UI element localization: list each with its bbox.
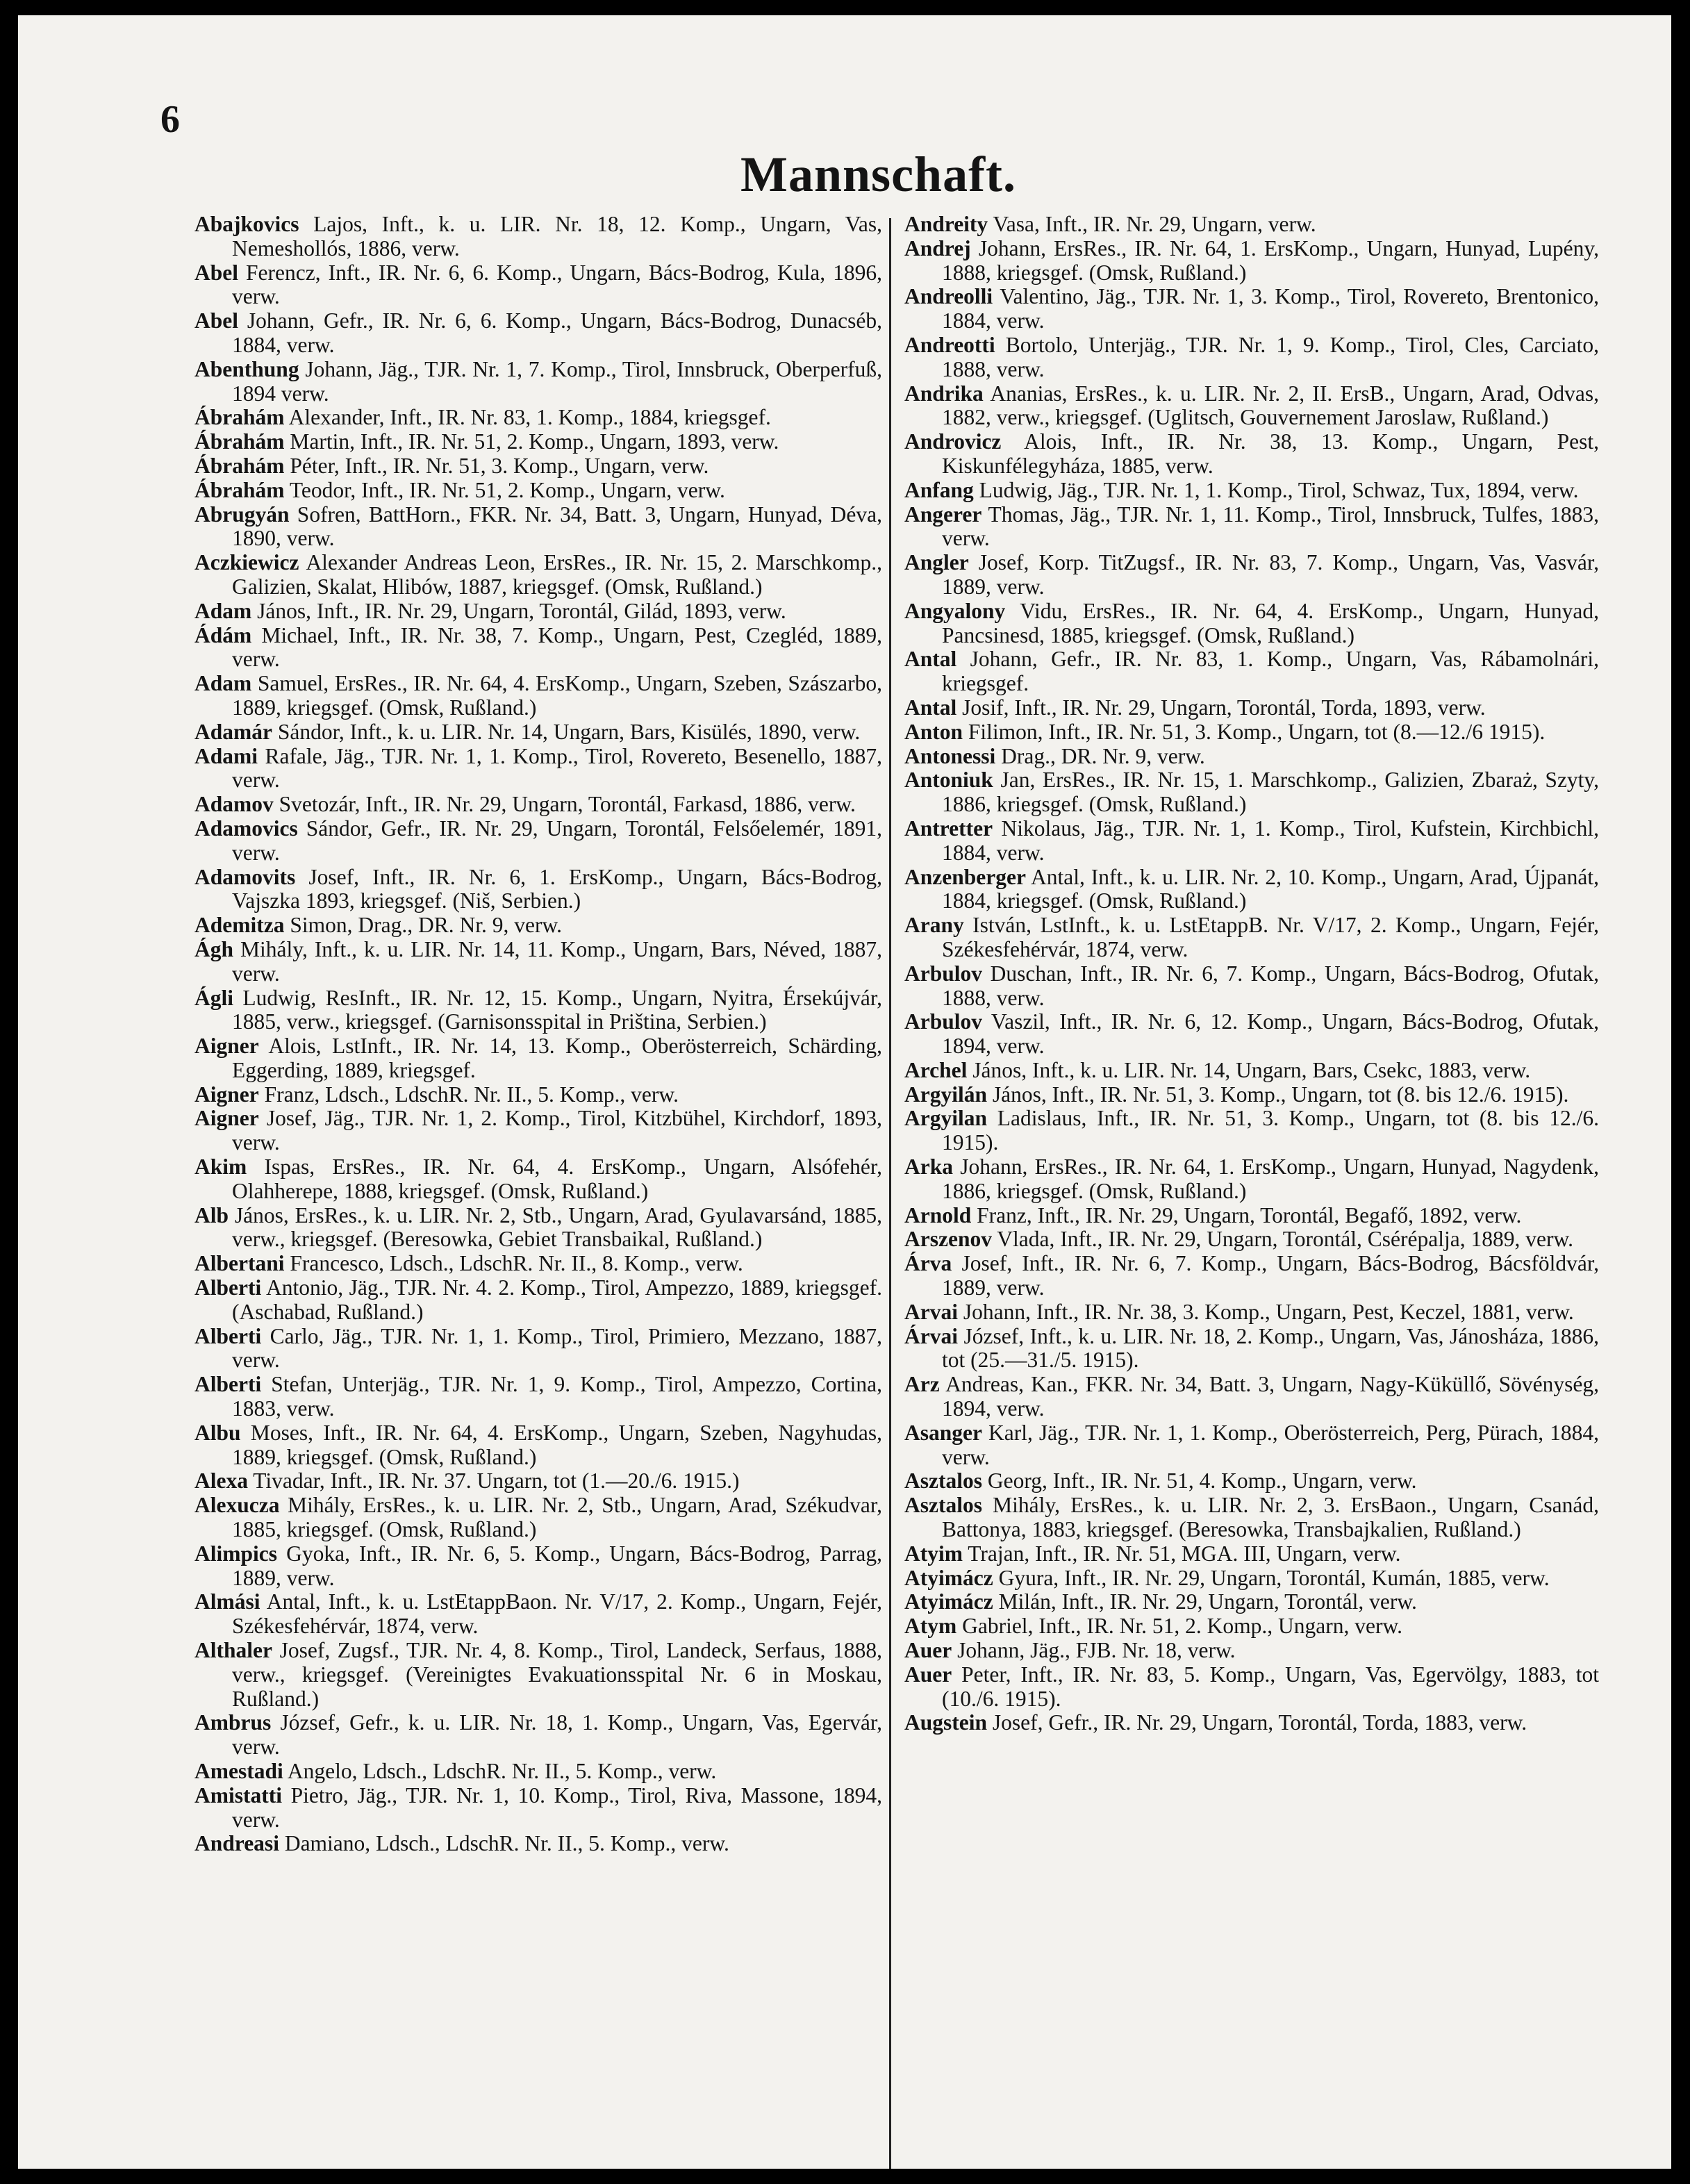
- list-entry: [194, 479, 882, 503]
- entry-surname: Andrej: [904, 235, 971, 260]
- entry-surname: Asanger: [904, 1420, 982, 1445]
- entry-details: Trajan, Inft., IR. Nr. 51, MGA. III, Ungarn, verw.: [968, 1541, 1401, 1566]
- entry-details: Alois, Inft., IR. Nr. 38, 13. Komp., Ungarn, Pest, Kiskunfélegyháza, 1885, verw.: [942, 429, 1599, 478]
- list-entry: [194, 1832, 882, 1856]
- entry-details: Vlada, Inft., IR. Nr. 29, Ungarn, Torontál, Csérépalja, 1889, verw.: [997, 1227, 1574, 1252]
- entry-surname: Adamovits: [194, 864, 296, 889]
- entry-details: Johann, Inft., IR. Nr. 38, 3. Komp., Ungarn, Pest, Keczel, 1881, verw.: [963, 1299, 1574, 1324]
- entry-details: Johann, Jäg., FJB. Nr. 18, verw.: [957, 1638, 1236, 1663]
- entry-surname: Auer: [904, 1638, 952, 1663]
- entry-details: Josef, Korp. TitZugsf., IR. Nr. 83, 7. Komp., Ungarn, Vas, Vasvár, 1889, verw.: [942, 550, 1600, 599]
- entry-details: János, Inft., IR. Nr. 51, 3. Komp., Ungarn, tot (8. bis 12./6. 1915).: [992, 1082, 1569, 1107]
- entry-details: Mihály, Inft., k. u. LIR. Nr. 14, 11. Komp., Ungarn, Bars, Néved, 1887, verw.: [232, 936, 883, 986]
- list-entry: [904, 237, 1599, 286]
- entry-details: Carlo, Jäg., TJR. Nr. 1, 1. Komp., Tirol, Primiero, Mezzano, 1887, verw.: [232, 1323, 883, 1373]
- list-entry: [904, 1252, 1599, 1300]
- list-entry: [904, 720, 1599, 745]
- entry-surname: Andreity: [904, 212, 988, 236]
- entry-surname: Albu: [194, 1420, 241, 1445]
- entry-details: Lajos, Inft., k. u. LIR. Nr. 18, 12. Komp., Ungarn, Vas, Nemeshollós, 1886, verw.: [232, 212, 883, 260]
- entry-details: Duschan, Inft., IR. Nr. 6, 7. Komp., Ungarn, Bács-Bodrog, Ofutak, 1888, verw.: [942, 961, 1599, 1010]
- list-entry: [904, 1204, 1599, 1228]
- entry-surname: Antal: [904, 647, 957, 672]
- entry-surname: Aigner: [194, 1106, 259, 1131]
- entry-details: Josef, Inft., IR. Nr. 6, 1. ErsKomp., Ungarn, Bács-Bodrog, Vajszka 1893, kriegsgef. (Niš, Serbien.): [232, 864, 882, 913]
- entry-surname: Amistatti: [194, 1782, 282, 1807]
- list-entry: [904, 1107, 1599, 1155]
- list-entry: [194, 1421, 882, 1470]
- list-entry: [904, 1494, 1599, 1542]
- entry-surname: Arszenov: [904, 1227, 992, 1252]
- entry-surname: Ábrahám: [194, 477, 285, 502]
- entry-surname: Adami: [194, 743, 258, 768]
- entry-surname: Androvicz: [904, 429, 1002, 454]
- entry-details: Johann, Gefr., IR. Nr. 6, 6. Komp., Ungarn, Bács-Bodrog, Dunacséb, 1884, verw.: [232, 308, 882, 357]
- list-entry: [194, 1784, 882, 1833]
- entry-surname: Abel: [194, 308, 238, 333]
- entry-surname: Adamovics: [194, 816, 298, 841]
- list-entry: [904, 1542, 1599, 1566]
- right-column: [904, 213, 1599, 1735]
- entry-details: Karl, Jäg., TJR. Nr. 1, 1. Komp., Oberösterreich, Perg, Pürach, 1884, verw.: [942, 1420, 1599, 1469]
- list-entry: [194, 213, 882, 261]
- entry-surname: Adamár: [194, 719, 272, 744]
- entry-details: Milán, Inft., IR. Nr. 29, Ungarn, Torontál, verw.: [998, 1589, 1417, 1614]
- entry-surname: Atyimácz: [904, 1589, 993, 1614]
- entry-surname: Aigner: [194, 1034, 259, 1059]
- entry-surname: Alberti: [194, 1275, 262, 1300]
- entry-surname: Antal: [904, 695, 957, 720]
- entry-details: Samuel, ErsRes., IR. Nr. 64, 4. ErsKomp., Ungarn, Szeben, Szászarbo, 1889, kriegsgef. (Omsk, Rußland.): [232, 671, 883, 720]
- entry-surname: Anton: [904, 719, 963, 744]
- entry-surname: Adamov: [194, 792, 274, 817]
- entry-details: Ferencz, Inft., IR. Nr. 6, 6. Komp., Ungarn, Bács-Bodrog, Kula, 1896, verw.: [232, 260, 882, 309]
- list-entry: [904, 962, 1599, 1011]
- list-entry: [194, 1590, 882, 1639]
- list-entry: [194, 1107, 882, 1155]
- entry-details: Josif, Inft., IR. Nr. 29, Ungarn, Torontál, Torda, 1893, verw.: [962, 695, 1486, 720]
- list-entry: [194, 624, 882, 672]
- entry-details: Gabriel, Inft., IR. Nr. 51, 2. Komp., Ungarn, verw.: [962, 1614, 1403, 1639]
- list-entry: [904, 1325, 1599, 1373]
- entry-details: Simon, Drag., DR. Nr. 9, verw.: [290, 913, 563, 938]
- list-entry: [904, 1469, 1599, 1494]
- entry-surname: Akim: [194, 1155, 247, 1180]
- entry-details: Damiano, Ldsch., LdschR. Nr. II., 5. Komp., verw.: [284, 1831, 729, 1856]
- entry-details: Sándor, Gefr., IR. Nr. 29, Ungarn, Torontál, Felsőelemér, 1891, verw.: [232, 816, 882, 865]
- entry-surname: Árva: [904, 1251, 952, 1276]
- list-entry: [194, 817, 882, 866]
- entry-surname: Asztalos: [904, 1493, 982, 1518]
- entry-surname: Antoniuk: [904, 768, 993, 793]
- entry-details: Johann, ErsRes., IR. Nr. 64, 1. ErsKomp., Ungarn, Hunyad, Nagydenk, 1886, kriegsgef. (Omsk, Rußland.): [942, 1155, 1600, 1203]
- entry-surname: Argyilán: [904, 1082, 988, 1107]
- list-entry: [904, 817, 1599, 866]
- entry-details: Martin, Inft., IR. Nr. 51, 2. Komp., Ungarn, 1893, verw.: [290, 429, 779, 454]
- list-entry: [904, 333, 1599, 382]
- entry-details: Andreas, Kan., FKR. Nr. 34, Batt. 3, Ungarn, Nagy-Küküllő, Sövénység, 1894, verw.: [942, 1372, 1600, 1421]
- entry-details: Ispas, ErsRes., IR. Nr. 64, 4. ErsKomp., Ungarn, Alsófehér, Olahherepe, 1888, kriegsgef. (Omsk, Rußland.): [232, 1155, 883, 1203]
- list-entry: [194, 503, 882, 552]
- entry-surname: Amestadi: [194, 1759, 283, 1783]
- list-entry: [194, 793, 882, 817]
- entry-details: Alois, LstInft., IR. Nr. 14, 13. Komp., Oberösterreich, Schärding, Eggerding, 1889, kriegsgef.: [232, 1034, 883, 1082]
- entry-details: Nikolaus, Jäg., TJR. Nr. 1, 1. Komp., Tirol, Kufstein, Kirchbichl, 1884, verw.: [942, 816, 1600, 865]
- entry-details: János, Inft., IR. Nr. 29, Ungarn, Torontál, Gilád, 1893, verw.: [257, 598, 786, 623]
- list-entry: [904, 1614, 1599, 1639]
- list-entry: [194, 1204, 882, 1252]
- entry-surname: Argyilan: [904, 1106, 988, 1131]
- entry-details: Mihály, ErsRes., k. u. LIR. Nr. 2, Stb., Ungarn, Arad, Székudvar, 1885, kriegsgef. (Omsk, Rußland.): [232, 1493, 883, 1542]
- entry-details: Sándor, Inft., k. u. LIR. Nr. 14, Ungarn, Bars, Kisülés, 1890, verw.: [277, 719, 861, 744]
- entry-details: Rafale, Jäg., TJR. Nr. 1, 1. Komp., Tirol, Rovereto, Besenello, 1887, verw.: [232, 743, 882, 793]
- list-entry: [904, 1227, 1599, 1252]
- entry-details: Sofren, BattHorn., FKR. Nr. 34, Batt. 3, Ungarn, Hunyad, Déva, 1890, verw.: [232, 502, 882, 551]
- list-entry: [904, 599, 1599, 648]
- list-entry: [194, 672, 882, 720]
- entry-surname: Angyalony: [904, 598, 1006, 623]
- entry-details: Vidu, ErsRes., IR. Nr. 64, 4. ErsKomp., Ungarn, Hunyad, Pancsinesd, 1885, kriegsgef. (Omsk, Rußland.): [942, 598, 1599, 647]
- list-entry: [194, 1760, 882, 1784]
- list-entry: [194, 986, 882, 1035]
- list-entry: [904, 382, 1599, 431]
- entry-surname: Atyimácz: [904, 1565, 993, 1590]
- entry-details: Teodor, Inft., IR. Nr. 51, 2. Komp., Ungarn, verw.: [289, 477, 725, 502]
- entry-surname: Aczkiewicz: [194, 550, 299, 575]
- entry-surname: Adam: [194, 671, 252, 696]
- list-entry: [904, 1590, 1599, 1614]
- list-entry: [194, 938, 882, 986]
- list-entry: [904, 1083, 1599, 1107]
- entry-surname: Ábrahám: [194, 429, 285, 454]
- entry-details: Antonio, Jäg., TJR. Nr. 4. 2. Komp., Tirol, Ampezzo, 1889, kriegsgef. (Aschabad, Rußland.): [232, 1275, 883, 1324]
- list-entry: [194, 745, 882, 793]
- list-entry: [904, 213, 1599, 237]
- list-entry: [904, 479, 1599, 503]
- list-entry: [194, 1639, 882, 1711]
- entry-details: Svetozár, Inft., IR. Nr. 29, Ungarn, Torontál, Farkasd, 1886, verw.: [279, 792, 856, 817]
- entry-details: Pietro, Jäg., TJR. Nr. 1, 10. Komp., Tirol, Riva, Massone, 1894, verw.: [232, 1782, 882, 1832]
- entry-details: Tivadar, Inft., IR. Nr. 37. Ungarn, tot (1.—20./6. 1915.): [253, 1469, 740, 1494]
- entry-details: Franz, Inft., IR. Nr. 29, Ungarn, Torontál, Begafő, 1892, verw.: [977, 1202, 1522, 1227]
- entry-details: Ludwig, ResInft., IR. Nr. 12, 15. Komp., Ungarn, Nyitra, Érsekújvár, 1885, verw., kriegsgef. (Garnisonsspital in Priština, Serbien.): [232, 985, 882, 1034]
- entry-details: Valentino, Jäg., TJR. Nr. 1, 3. Komp., Tirol, Rovereto, Brentonico, 1884, verw.: [942, 284, 1599, 333]
- entry-surname: Augstein: [904, 1710, 988, 1735]
- entry-details: Michael, Inft., IR. Nr. 38, 7. Komp., Ungarn, Pest, Czegléd, 1889, verw.: [232, 622, 882, 672]
- entry-details: Ananias, ErsRes., k. u. LIR. Nr. 2, II. ErsB., Ungarn, Arad, Odvas, 1882, verw., kriegsgef. (Uglitsch, Gouvernement Jaroslaw, Rußland.): [942, 381, 1599, 430]
- entry-details: Vasa, Inft., IR. Nr. 29, Ungarn, verw.: [993, 212, 1316, 236]
- entry-surname: Antretter: [904, 816, 993, 841]
- entry-surname: Archel: [904, 1057, 968, 1082]
- entry-surname: Atyim: [904, 1541, 963, 1566]
- entry-surname: Adam: [194, 598, 252, 623]
- entry-details: Antal, Inft., k. u. LIR. Nr. 2, 10. Komp., Ungarn, Arad, Újpanát, 1884, kriegsgef. (Omsk, Rußland.): [942, 864, 1599, 913]
- list-entry: [904, 1059, 1599, 1083]
- list-entry: [904, 1566, 1599, 1591]
- entry-surname: Arvai: [904, 1299, 958, 1324]
- list-entry: [194, 1155, 882, 1204]
- list-entry: [904, 768, 1599, 817]
- list-entry: [904, 1373, 1599, 1421]
- entry-details: József, Inft., k. u. LIR. Nr. 18, 2. Komp., Ungarn, Vas, Jánosháza, 1886, tot (25.—31./5. 1915).: [942, 1323, 1600, 1373]
- entry-surname: Arany: [904, 913, 964, 938]
- entry-surname: Alb: [194, 1202, 229, 1227]
- list-entry: [194, 1494, 882, 1542]
- list-entry: [194, 358, 882, 406]
- entry-surname: Aigner: [194, 1082, 259, 1107]
- entry-surname: Alexucza: [194, 1493, 280, 1518]
- entry-surname: Ademitza: [194, 913, 285, 938]
- list-entry: [904, 1711, 1599, 1735]
- entry-surname: Angerer: [904, 502, 982, 527]
- list-entry: [904, 551, 1599, 599]
- entry-surname: Anfang: [904, 477, 974, 502]
- list-entry: [194, 1083, 882, 1107]
- entry-surname: Alberti: [194, 1323, 262, 1348]
- entry-surname: Andrika: [904, 381, 984, 406]
- entry-details: Drag., DR. Nr. 9, verw.: [1001, 743, 1205, 768]
- entry-surname: Arz: [904, 1372, 940, 1397]
- entry-surname: Antonessi: [904, 743, 996, 768]
- entry-details: Filimon, Inft., IR. Nr. 51, 3. Komp., Ungarn, tot (8.—12./6 1915).: [968, 719, 1546, 744]
- list-entry: [904, 1663, 1599, 1712]
- list-entry: [194, 406, 882, 430]
- entry-details: Johann, Jäg., TJR. Nr. 1, 7. Komp., Tirol, Innsbruck, Oberperfuß, 1894 verw.: [232, 356, 882, 406]
- list-entry: [904, 1155, 1599, 1204]
- entry-details: Josef, Jäg., TJR. Nr. 1, 2. Komp., Tirol, Kitzbühel, Kirchdorf, 1893, verw.: [232, 1106, 882, 1155]
- entry-details: Alexander Andreas Leon, ErsRes., IR. Nr. 15, 2. Marschkomp., Galizien, Skalat, Hlibów, 1887, kriegsgef. (Omsk, Rußland.): [232, 550, 882, 599]
- entry-details: Josef, Zugsf., TJR. Nr. 4, 8. Komp., Tirol, Landeck, Serfaus, 1888, verw., kriegsgef. (Vereinigtes Evakuationsspital Nr. 6 in Moskau, Rußland.): [232, 1638, 882, 1711]
- entry-surname: Ábrahám: [194, 405, 285, 430]
- entry-details: Georg, Inft., IR. Nr. 51, 4. Komp., Ungarn, verw.: [987, 1469, 1417, 1494]
- entry-surname: Albertani: [194, 1251, 285, 1276]
- entry-details: János, ErsRes., k. u. LIR. Nr. 2, Stb., Ungarn, Arad, Gyulavarsánd, 1885, verw., kriegsgef. (Beresowka, Gebiet Transbaikal, Rußland.): [232, 1202, 882, 1252]
- entry-details: Gyura, Inft., IR. Nr. 29, Ungarn, Torontál, Kumán, 1885, verw.: [998, 1565, 1550, 1590]
- entry-surname: Alimpics: [194, 1541, 278, 1566]
- list-entry: [194, 1542, 882, 1591]
- list-entry: [194, 913, 882, 938]
- entry-surname: Anzenberger: [904, 864, 1026, 889]
- list-entry: [904, 430, 1599, 479]
- entry-details: Ladislaus, Inft., IR. Nr. 51, 3. Komp., Ungarn, tot (8. bis 12./6. 1915).: [942, 1106, 1600, 1155]
- column-divider: [889, 218, 891, 2169]
- entry-details: Johann, ErsRes., IR. Nr. 64, 1. ErsKomp., Ungarn, Hunyad, Lupény, 1888, kriegsgef. (Omsk, Rußland.): [942, 235, 1599, 285]
- entry-surname: Ábrahám: [194, 453, 285, 478]
- entry-details: Josef, Inft., IR. Nr. 6, 7. Komp., Ungarn, Bács-Bodrog, Bácsföldvár, 1889, verw.: [942, 1251, 1599, 1300]
- entry-details: Josef, Gefr., IR. Nr. 29, Ungarn, Torontál, Torda, 1883, verw.: [992, 1710, 1527, 1735]
- entry-details: Thomas, Jäg., TJR. Nr. 1, 11. Komp., Tirol, Innsbruck, Tulfes, 1883, verw.: [942, 502, 1599, 551]
- entry-details: Vaszil, Inft., IR. Nr. 6, 12. Komp., Ungarn, Bács-Bodrog, Ofutak, 1894, verw.: [942, 1009, 1599, 1059]
- entry-details: Franz, Ldsch., LdschR. Nr. II., 5. Komp., verw.: [264, 1082, 679, 1107]
- entry-surname: Asztalos: [904, 1469, 982, 1494]
- entry-details: Antal, Inft., k. u. LstEtappBaon. Nr. V/17, 2. Komp., Ungarn, Fejér, Székesfehérvár, 1874, verw.: [232, 1589, 882, 1639]
- entry-surname: Ágh: [194, 936, 234, 961]
- entry-details: Gyoka, Inft., IR. Nr. 6, 5. Komp., Ungarn, Bács-Bodrog, Parrag, 1889, verw.: [232, 1541, 882, 1590]
- entry-details: Ludwig, Jäg., TJR. Nr. 1, 1. Komp., Tirol, Schwaz, Tux, 1894, verw.: [979, 477, 1579, 502]
- entry-surname: Almási: [194, 1589, 260, 1614]
- list-entry: [904, 503, 1599, 552]
- entry-surname: Ágli: [194, 985, 234, 1010]
- entry-surname: Abel: [194, 260, 238, 285]
- list-entry: [904, 1421, 1599, 1470]
- entry-details: Jan, ErsRes., IR. Nr. 15, 1. Marschkomp., Galizien, Zbaraż, Szyty, 1886, kriegsgef. (Omsk, Rußland.): [942, 768, 1600, 817]
- entry-surname: Althaler: [194, 1638, 272, 1663]
- list-entry: [194, 866, 882, 914]
- entry-details: Stefan, Unterjäg., TJR. Nr. 1, 9. Komp., Tirol, Ampezzo, Cortina, 1883, verw.: [232, 1372, 882, 1421]
- page-title: Mannschaft.: [740, 147, 1017, 202]
- entry-details: Mihály, ErsRes., k. u. LIR. Nr. 2, 3. ErsBaon., Ungarn, Csanád, Battonya, 1883, kriegsgef. (Beresowka, Transbajkalien, Rußland.): [942, 1493, 1599, 1542]
- list-entry: [904, 1300, 1599, 1325]
- entry-surname: Árvai: [904, 1323, 958, 1348]
- list-entry: [904, 1639, 1599, 1663]
- list-entry: [194, 1325, 882, 1373]
- list-entry: [194, 309, 882, 358]
- entry-details: Francesco, Ldsch., LdschR. Nr. II., 8. Komp., verw.: [290, 1251, 743, 1276]
- document-page: [18, 15, 1671, 2169]
- entry-surname: Abajkovics: [194, 212, 299, 236]
- list-entry: [194, 430, 882, 454]
- list-entry: [194, 261, 882, 310]
- list-entry: [194, 599, 882, 624]
- entry-surname: Abrugyán: [194, 502, 290, 527]
- list-entry: [194, 1276, 882, 1325]
- entry-surname: Ádám: [194, 622, 252, 647]
- entry-details: József, Gefr., k. u. LIR. Nr. 18, 1. Komp., Ungarn, Vas, Egervár, verw.: [232, 1710, 882, 1760]
- page-number: 6: [160, 98, 180, 141]
- list-entry: [194, 1711, 882, 1760]
- entry-details: Bortolo, Unterjäg., TJR. Nr. 1, 9. Komp., Tirol, Cles, Carciato, 1888, verw.: [942, 332, 1600, 381]
- list-entry: [904, 647, 1599, 696]
- entry-surname: Auer: [904, 1662, 952, 1687]
- entry-surname: Alberti: [194, 1372, 262, 1397]
- left-column: [194, 213, 882, 1856]
- entry-details: István, LstInft., k. u. LstEtappB. Nr. V/17, 2. Komp., Ungarn, Fejér, Székesfehérvár, 1874, verw.: [942, 913, 1600, 961]
- list-entry: [194, 1252, 882, 1276]
- entry-details: Angelo, Ldsch., LdschR. Nr. II., 5. Komp., verw.: [287, 1759, 717, 1783]
- entry-surname: Andreasi: [194, 1831, 279, 1856]
- list-entry: [904, 696, 1599, 720]
- list-entry: [904, 1010, 1599, 1059]
- entry-details: Moses, Inft., IR. Nr. 64, 4. ErsKomp., Ungarn, Szeben, Nagyhudas, 1889, kriegsgef. (Omsk, Rußland.): [232, 1420, 882, 1469]
- entry-surname: Atym: [904, 1614, 957, 1639]
- list-entry: [904, 866, 1599, 914]
- list-entry: [194, 720, 882, 745]
- entry-surname: Arnold: [904, 1202, 972, 1227]
- entry-surname: Arbulov: [904, 1009, 983, 1034]
- list-entry: [904, 285, 1599, 333]
- entry-surname: Arbulov: [904, 961, 983, 986]
- entry-details: János, Inft., k. u. LIR. Nr. 14, Ungarn, Bars, Csekc, 1883, verw.: [972, 1057, 1531, 1082]
- list-entry: [904, 913, 1599, 962]
- entry-surname: Angler: [904, 550, 969, 575]
- list-entry: [904, 745, 1599, 769]
- list-entry: [194, 1469, 882, 1494]
- entry-details: Alexander, Inft., IR. Nr. 83, 1. Komp., 1884, kriegsgef.: [288, 405, 771, 430]
- entry-details: Peter, Inft., IR. Nr. 83, 5. Komp., Ungarn, Vas, Egervölgy, 1883, tot (10./6. 1915).: [942, 1662, 1600, 1711]
- list-entry: [194, 1034, 882, 1083]
- entry-surname: Ambrus: [194, 1710, 272, 1735]
- list-entry: [194, 454, 882, 479]
- entry-surname: Abenthung: [194, 356, 299, 381]
- entry-surname: Andreolli: [904, 284, 993, 309]
- entry-surname: Andreotti: [904, 332, 995, 357]
- entry-details: Péter, Inft., IR. Nr. 51, 3. Komp., Ungarn, verw.: [290, 453, 709, 478]
- list-entry: [194, 551, 882, 599]
- entry-details: Johann, Gefr., IR. Nr. 83, 1. Komp., Ungarn, Vas, Rábamolnári, kriegsgef.: [942, 647, 1600, 696]
- entry-surname: Arka: [904, 1155, 953, 1180]
- list-entry: [194, 1373, 882, 1421]
- entry-surname: Alexa: [194, 1469, 248, 1494]
